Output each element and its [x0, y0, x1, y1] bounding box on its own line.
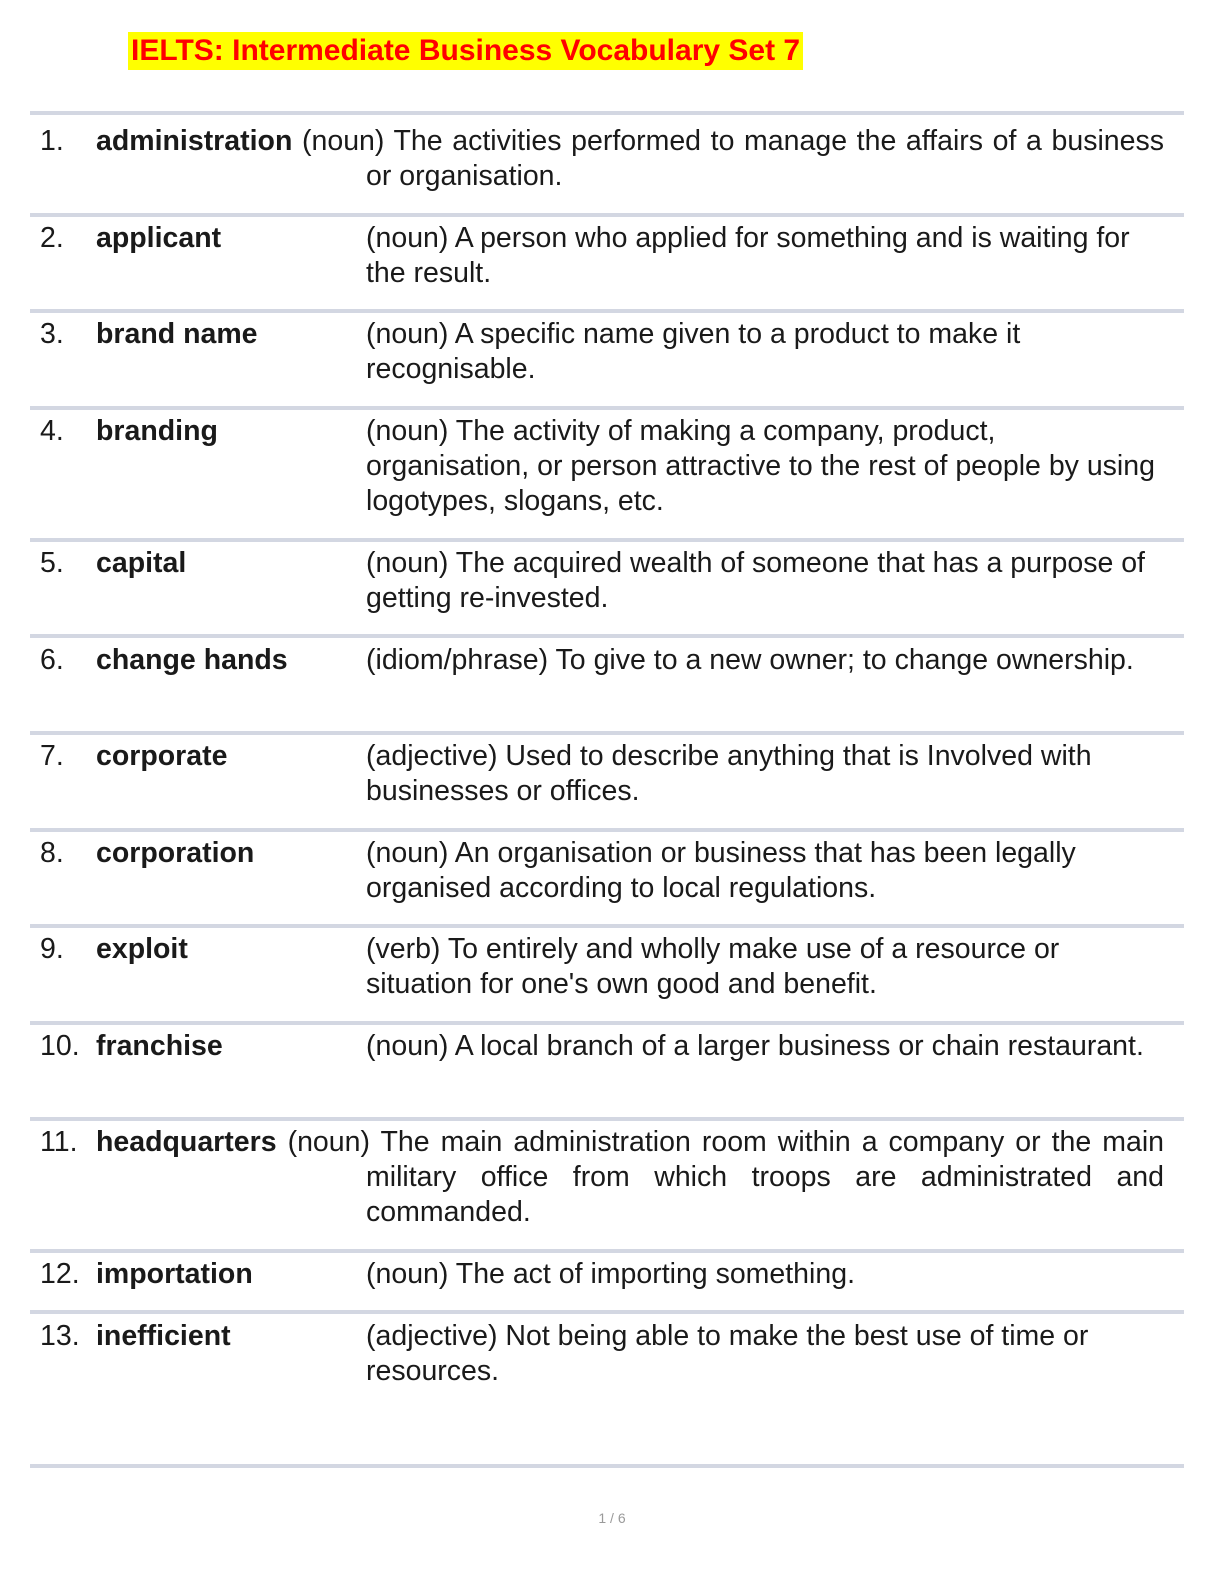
- entry-definition: (noun) A local branch of a larger business or chain restaurant.: [366, 1030, 1144, 1062]
- separator: [30, 1310, 1184, 1314]
- separator: [30, 111, 1184, 115]
- entry-definition: (noun) A specific name given to a product to make it recognisable.: [366, 318, 1021, 385]
- entry-text-block: [96, 1125, 1165, 1230]
- separator: [30, 1464, 1184, 1468]
- entry-definition: (adjective) Used to describe anything that is Involved with businesses or offices.: [366, 740, 1092, 807]
- entry-term: corporate: [96, 740, 228, 772]
- document-title: IELTS: Intermediate Business Vocabulary Set 7: [128, 32, 803, 70]
- entry-number: 9.: [40, 933, 64, 965]
- entry-definition: (noun) The activities performed to manage the affairs of a business or organisation.: [302, 125, 1164, 192]
- separator: [30, 634, 1184, 638]
- separator: [30, 309, 1184, 313]
- entry-number: 5.: [40, 547, 64, 579]
- entry-number: 2.: [40, 222, 64, 254]
- entry-term: administration: [96, 125, 293, 157]
- entry-number: 4.: [40, 415, 64, 447]
- entry-term: change hands: [96, 644, 288, 676]
- entry-term: applicant: [96, 222, 222, 254]
- entry-number: 1.: [40, 125, 64, 157]
- entry-term: capital: [96, 547, 187, 579]
- separator: [30, 924, 1184, 928]
- entry-definition: (verb) To entirely and wholly make use of a resource or situation for one's own good and benefit.: [366, 933, 1060, 1000]
- entry-number: 10.: [40, 1030, 80, 1062]
- entry-number: 3.: [40, 318, 64, 350]
- entry-term: corporation: [96, 837, 255, 869]
- entry-term: brand name: [96, 318, 258, 350]
- separator: [30, 1117, 1184, 1121]
- page-indicator: 1 / 6: [598, 1510, 626, 1526]
- entry-definition: (noun) The acquired wealth of someone that has a purpose of getting re-invested.: [366, 547, 1145, 614]
- entry-term: branding: [96, 415, 218, 447]
- entry-definition: (idiom/phrase) To give to a new owner; to change ownership.: [366, 644, 1134, 676]
- entry-term: headquarters: [96, 1126, 277, 1158]
- entry-number: 6.: [40, 644, 64, 676]
- entry-number: 7.: [40, 740, 64, 772]
- entry-definition: (noun) An organisation or business that has been legally organised according to local regulations.: [366, 837, 1076, 904]
- separator: [30, 406, 1184, 410]
- separator: [30, 731, 1184, 735]
- separator: [30, 828, 1184, 832]
- entry-definition: (noun) A person who applied for something and is waiting for the result.: [366, 222, 1130, 289]
- entry-term: franchise: [96, 1030, 223, 1062]
- separator: [30, 1021, 1184, 1025]
- separator: [30, 1249, 1184, 1253]
- separator: [30, 538, 1184, 542]
- separator: [30, 213, 1184, 217]
- entry-term: exploit: [96, 933, 188, 965]
- entry-definition: (noun) The main administration room within a company or the main military office from which troops are administrated and commanded.: [287, 1126, 1165, 1228]
- entry-definition: (noun) The act of importing something.: [366, 1258, 855, 1290]
- entry-number: 12.: [40, 1258, 80, 1290]
- entry-text-block: [96, 124, 1164, 194]
- entry-number: 8.: [40, 837, 64, 869]
- entry-number: 11.: [40, 1126, 78, 1158]
- entry-term: inefficient: [96, 1320, 231, 1352]
- entry-definition: (adjective) Not being able to make the best use of time or resources.: [366, 1320, 1089, 1387]
- entry-number: 13.: [40, 1320, 80, 1352]
- entry-term: importation: [96, 1258, 253, 1290]
- entry-definition: (noun) The activity of making a company, product, organisation, or person attractive to the rest of people by using logotypes, slogans, etc.: [366, 415, 1155, 517]
